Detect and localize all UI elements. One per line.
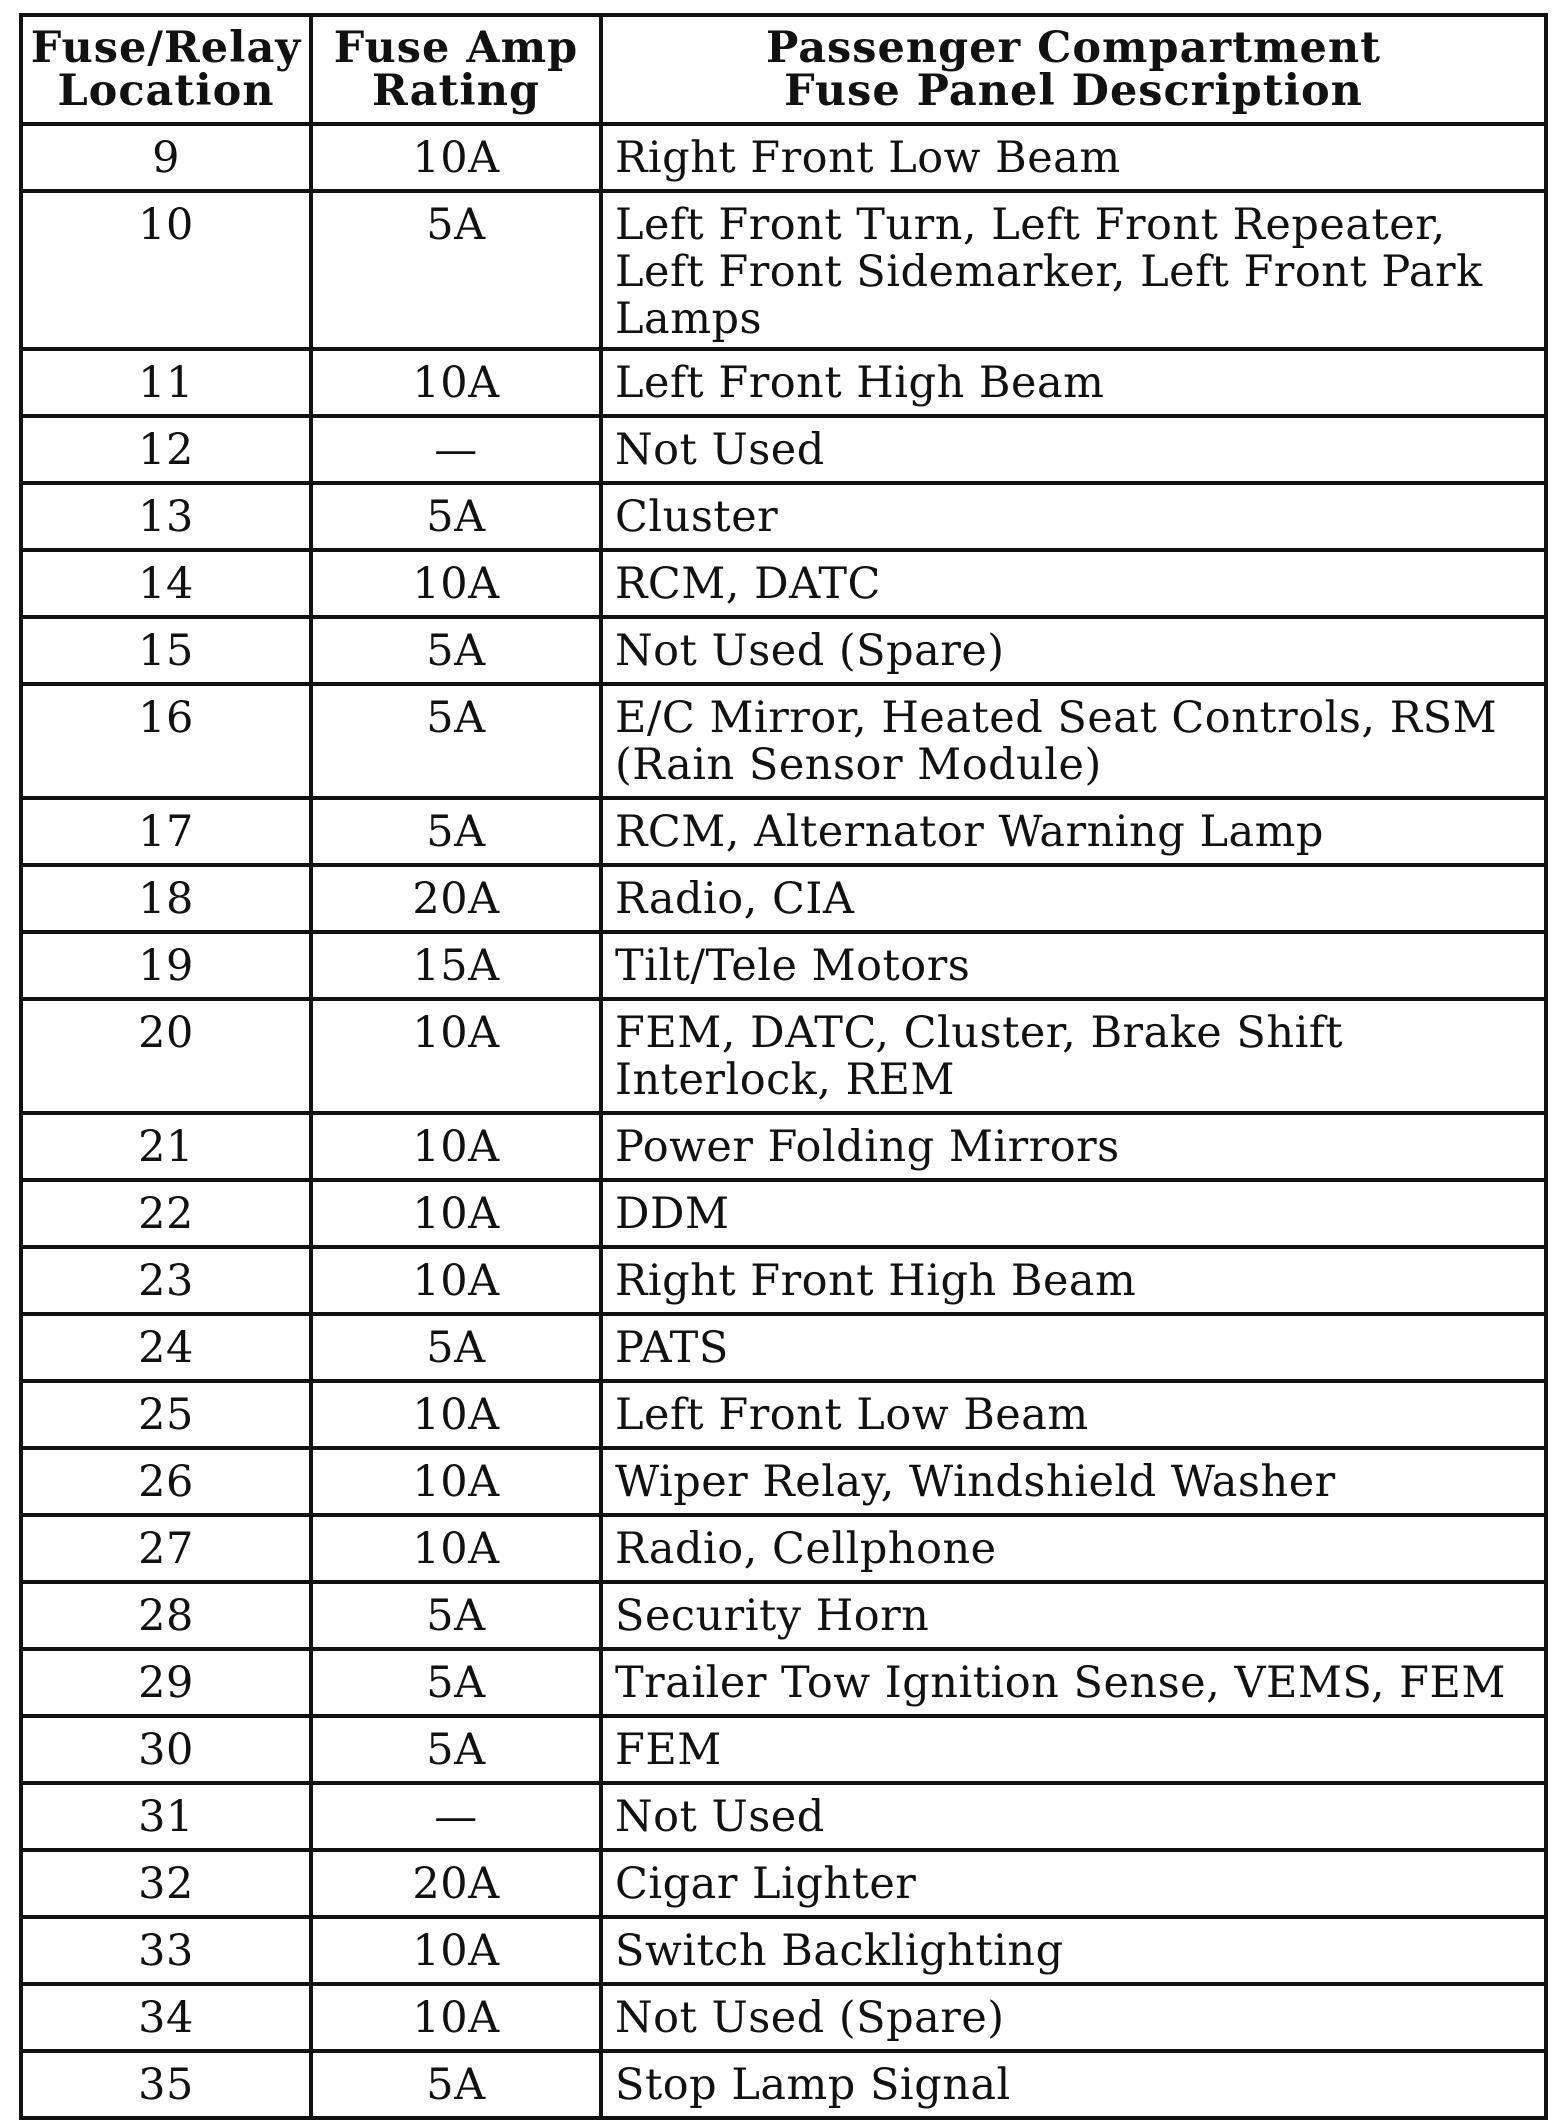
description-cell: Switch Backlighting (601, 1917, 1546, 1984)
header-line: Fuse/Relay (30, 22, 302, 73)
table-row (21, 1515, 1546, 1582)
amp-rating-cell: 10A (311, 1180, 601, 1247)
fuse-location-cell: 15 (21, 617, 311, 684)
description-cell: Power Folding Mirrors (601, 1113, 1546, 1180)
table-row (21, 550, 1546, 617)
table-row (21, 1113, 1546, 1180)
table-row (21, 1448, 1546, 1515)
table-header (21, 15, 1546, 124)
description-cell: Cigar Lighter (601, 1850, 1546, 1917)
fuse-location-cell: 12 (21, 416, 311, 483)
amp-rating-cell: 5A (311, 483, 601, 550)
description-cell: Left Front High Beam (601, 349, 1546, 416)
amp-rating-cell: 5A (311, 1649, 601, 1716)
column-header-amp-rating (311, 15, 601, 124)
header-line: Passenger Compartment (766, 22, 1381, 73)
description-cell: Stop Lamp Signal (601, 2051, 1546, 2118)
description-cell: FEM, DATC, Cluster, Brake Shift Interlock, REM (601, 999, 1546, 1113)
description-cell: Radio, CIA (601, 865, 1546, 932)
amp-rating-cell: 5A (311, 1582, 601, 1649)
amp-rating-cell: 20A (311, 865, 601, 932)
amp-rating-cell: 10A (311, 1113, 601, 1180)
fuse-location-cell: 34 (21, 1984, 311, 2051)
fuse-location-cell: 10 (21, 191, 311, 349)
amp-rating-cell: 5A (311, 798, 601, 865)
description-cell: Not Used (601, 1783, 1546, 1850)
description-cell: Right Front Low Beam (601, 124, 1546, 191)
fuse-location-cell: 17 (21, 798, 311, 865)
amp-rating-cell: 10A (311, 550, 601, 617)
table-row (21, 1783, 1546, 1850)
fuse-location-cell: 28 (21, 1582, 311, 1649)
description-cell: Right Front High Beam (601, 1247, 1546, 1314)
table-row (21, 1984, 1546, 2051)
fuse-panel-table (19, 13, 1548, 2120)
description-cell: Radio, Cellphone (601, 1515, 1546, 1582)
table-row (21, 1917, 1546, 1984)
table-row (21, 1314, 1546, 1381)
amp-rating-cell: 10A (311, 124, 601, 191)
fuse-location-cell: 24 (21, 1314, 311, 1381)
table-row (21, 617, 1546, 684)
fuse-location-cell: 26 (21, 1448, 311, 1515)
fuse-location-cell: 11 (21, 349, 311, 416)
description-cell: FEM (601, 1716, 1546, 1783)
description-cell: Left Front Turn, Left Front Repeater, Left Front Sidemarker, Left Front Park Lamps (601, 191, 1546, 349)
description-cell: Wiper Relay, Windshield Washer (601, 1448, 1546, 1515)
table-row (21, 999, 1546, 1113)
table-body (21, 124, 1546, 2118)
header-line: Fuse Amp (333, 22, 579, 73)
description-cell: RCM, Alternator Warning Lamp (601, 798, 1546, 865)
fuse-location-cell: 27 (21, 1515, 311, 1582)
fuse-location-cell: 16 (21, 684, 311, 798)
table-row (21, 124, 1546, 191)
fuse-location-cell: 18 (21, 865, 311, 932)
table-row (21, 1649, 1546, 1716)
table-row (21, 191, 1546, 349)
description-cell: Left Front Low Beam (601, 1381, 1546, 1448)
amp-rating-cell: 10A (311, 1381, 601, 1448)
amp-rating-cell: 10A (311, 999, 601, 1113)
amp-rating-cell: 5A (311, 684, 601, 798)
header-line: Rating (371, 65, 541, 116)
amp-rating-cell: 5A (311, 2051, 601, 2118)
amp-rating-cell: 10A (311, 1515, 601, 1582)
column-header-description (601, 15, 1546, 124)
description-cell: RCM, DATC (601, 550, 1546, 617)
description-cell: Trailer Tow Ignition Sense, VEMS, FEM (601, 1649, 1546, 1716)
table-row (21, 798, 1546, 865)
amp-rating-cell: 5A (311, 191, 601, 349)
column-header-location (21, 15, 311, 124)
table-row (21, 865, 1546, 932)
fuse-location-cell: 22 (21, 1180, 311, 1247)
description-cell: Cluster (601, 483, 1546, 550)
fuse-location-cell: 32 (21, 1850, 311, 1917)
table-row (21, 1716, 1546, 1783)
fuse-location-cell: 14 (21, 550, 311, 617)
amp-rating-cell: 20A (311, 1850, 601, 1917)
description-cell: PATS (601, 1314, 1546, 1381)
table-row (21, 416, 1546, 483)
fuse-location-cell: 33 (21, 1917, 311, 1984)
table-row (21, 1850, 1546, 1917)
description-cell: Not Used (601, 416, 1546, 483)
table-row (21, 932, 1546, 999)
amp-rating-cell: 10A (311, 1247, 601, 1314)
description-cell: Security Horn (601, 1582, 1546, 1649)
table-row (21, 1582, 1546, 1649)
header-line: Fuse Panel Description (784, 65, 1363, 116)
table-row (21, 684, 1546, 798)
fuse-location-cell: 30 (21, 1716, 311, 1783)
table-row (21, 1247, 1546, 1314)
fuse-location-cell: 25 (21, 1381, 311, 1448)
amp-rating-cell: 10A (311, 1448, 601, 1515)
amp-rating-cell: — (311, 1783, 601, 1850)
table-row (21, 2051, 1546, 2118)
description-cell: Not Used (Spare) (601, 617, 1546, 684)
amp-rating-cell: 10A (311, 1917, 601, 1984)
amp-rating-cell: 10A (311, 1984, 601, 2051)
table-row (21, 483, 1546, 550)
amp-rating-cell: 15A (311, 932, 601, 999)
fuse-location-cell: 21 (21, 1113, 311, 1180)
fuse-location-cell: 31 (21, 1783, 311, 1850)
amp-rating-cell: 5A (311, 1314, 601, 1381)
fuse-location-cell: 19 (21, 932, 311, 999)
fuse-location-cell: 23 (21, 1247, 311, 1314)
fuse-location-cell: 29 (21, 1649, 311, 1716)
table-row (21, 349, 1546, 416)
fuse-location-cell: 35 (21, 2051, 311, 2118)
description-cell: Not Used (Spare) (601, 1984, 1546, 2051)
table-row (21, 1381, 1546, 1448)
fuse-location-cell: 13 (21, 483, 311, 550)
amp-rating-cell: 10A (311, 349, 601, 416)
description-cell: Tilt/Tele Motors (601, 932, 1546, 999)
fuse-location-cell: 20 (21, 999, 311, 1113)
table-row (21, 1180, 1546, 1247)
description-cell: E/C Mirror, Heated Seat Controls, RSM (Rain Sensor Module) (601, 684, 1546, 798)
amp-rating-cell: — (311, 416, 601, 483)
amp-rating-cell: 5A (311, 617, 601, 684)
header-line: Location (57, 65, 275, 116)
description-cell: DDM (601, 1180, 1546, 1247)
header-row (21, 15, 1546, 124)
fuse-location-cell: 9 (21, 124, 311, 191)
amp-rating-cell: 5A (311, 1716, 601, 1783)
